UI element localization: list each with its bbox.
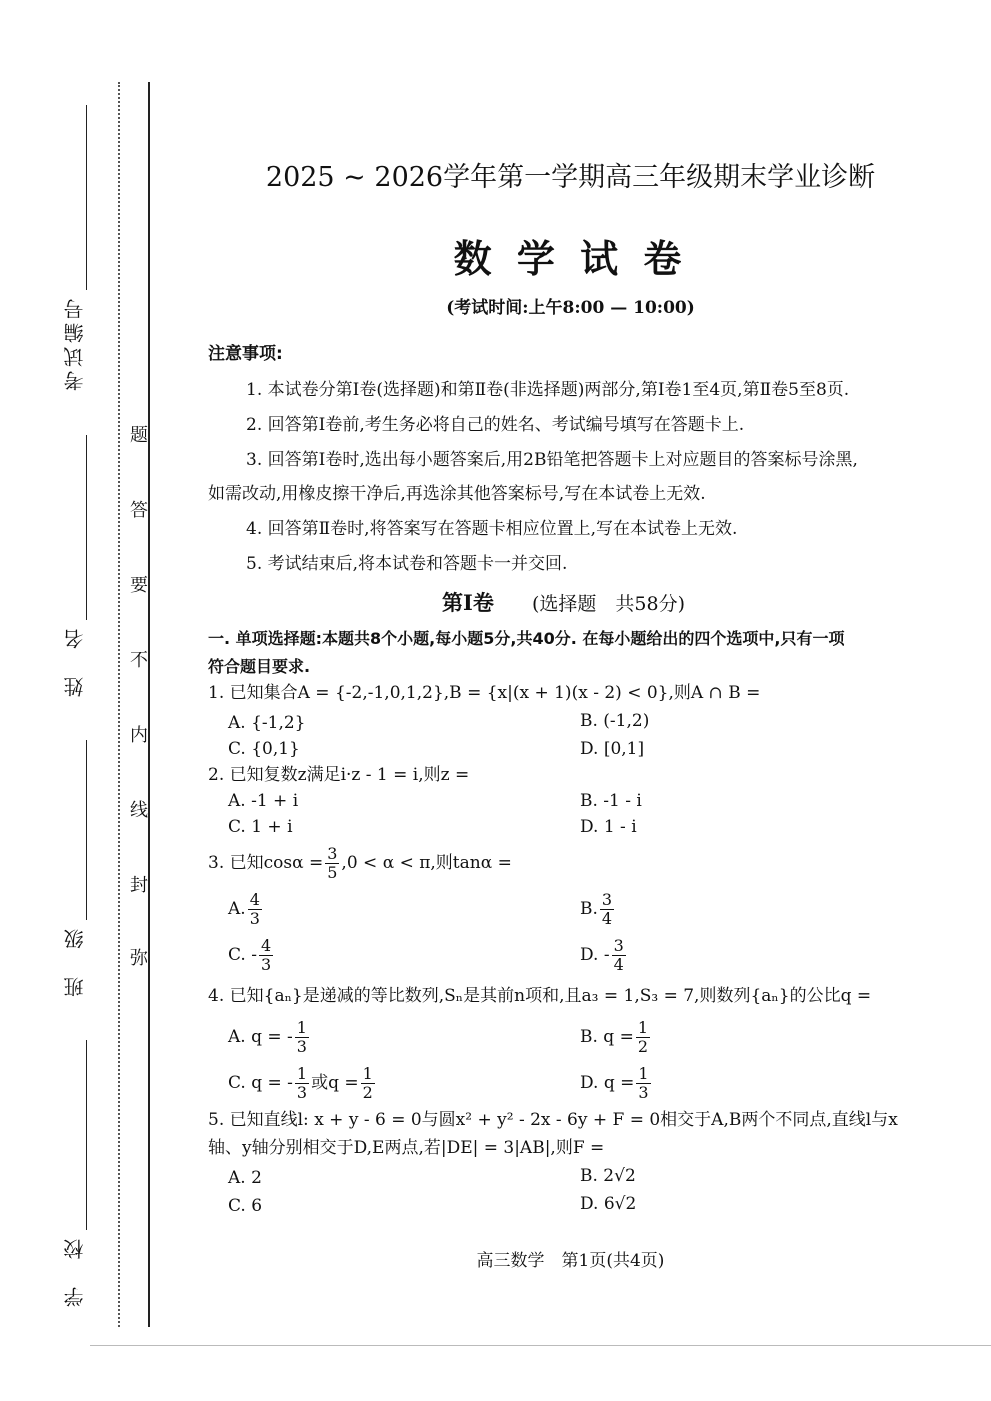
page-footer: 高三数学 第1页(共4页) — [476, 1251, 665, 1271]
notice-item-3-cont: 如需改动,用橡皮擦干净后,再选涂其他答案标号,写在本试卷上无效. — [208, 484, 706, 504]
q4-b-fraction — [636, 1019, 650, 1056]
name-label: 姓 名 — [63, 625, 87, 697]
notice-item-2: 2. 回答第Ⅰ卷前,考生务必将自己的姓名、考试编号填写在答题卡上. — [246, 415, 745, 435]
q3-c-num: 4 — [260, 936, 272, 955]
notice-item-5: 5. 考试结束后,将本试卷和答题卡一并交回. — [246, 554, 568, 574]
seal-char-bu: 不 — [127, 650, 148, 668]
school-blank[interactable] — [86, 1040, 87, 1230]
q3-a-label: A. — [228, 899, 246, 919]
q3-c-den: 3 — [260, 955, 272, 974]
q3-a-num: 4 — [249, 890, 260, 909]
q3-stem-num: 3 — [327, 844, 338, 863]
q3-d-fraction — [612, 937, 626, 974]
q4-b-num: 1 — [637, 1018, 649, 1037]
q3-d-den: 4 — [613, 955, 624, 974]
q4-c-num-2: 1 — [362, 1064, 373, 1083]
q3-stem-den: 5 — [327, 863, 338, 882]
q2-option-c[interactable]: C. 1 + i — [228, 817, 293, 837]
section-instruction-line1: 一. 单项选择题:本题共8个小题,每小题5分,共40分. 在每小题给出的四个选项中,只有一项 — [208, 629, 845, 648]
seal-char-yao: 要 — [127, 575, 148, 593]
q3-c-label: C. - — [228, 945, 257, 965]
q3-option-c[interactable] — [228, 934, 275, 976]
school-label: 学 校 — [63, 1235, 87, 1307]
q3-option-b[interactable] — [580, 888, 616, 930]
q3-b-den: 4 — [601, 909, 613, 928]
part1-subtitle: (选择题 共58分) — [532, 593, 686, 615]
q4-d-den: 3 — [638, 1083, 649, 1102]
q3-option-d[interactable] — [580, 934, 628, 976]
q3-stem-pre: 3. 已知cosα = — [208, 853, 324, 873]
q3-option-a[interactable] — [228, 888, 264, 930]
q3-d-label: D. - — [580, 945, 610, 965]
q3-stem — [208, 842, 512, 884]
seal-char-feng: 封 — [127, 875, 148, 893]
q5-stem-line2: 轴、y轴分别相交于D,E两点,若|DE| = 3|AB|,则F = — [208, 1138, 605, 1158]
q1-option-b[interactable]: B. (-1,2) — [580, 711, 650, 731]
q5-option-b[interactable]: B. 2√2 — [580, 1166, 636, 1186]
q4-c-mid: 或q = — [311, 1073, 359, 1093]
q5-stem-line1: 5. 已知直线l: x + y - 6 = 0与圆x² + y² - 2x - 6y + F = 0相交于A,B两个不同点,直线l与x — [208, 1110, 898, 1130]
q2-option-d[interactable]: D. 1 - i — [580, 817, 637, 837]
exam-time: (考试时间:上午8:00 — 10:00) — [446, 298, 695, 318]
seal-char-ti: 题 — [127, 425, 148, 443]
q4-c-den-2: 2 — [362, 1083, 373, 1102]
q2-stem: 2. 已知复数z满足i·z - 1 = i,则z = — [208, 765, 470, 785]
q4-d-fraction — [636, 1065, 650, 1102]
q3-c-fraction — [259, 937, 273, 974]
section-instruction-line2: 符合题目要求. — [208, 657, 311, 676]
q4-a-den: 3 — [296, 1037, 307, 1056]
q1-option-d[interactable]: D. [0,1] — [580, 739, 645, 759]
q4-option-d[interactable] — [580, 1062, 653, 1104]
q4-c-num: 1 — [296, 1064, 308, 1083]
q4-c-fraction-2 — [361, 1065, 375, 1102]
seal-char-mi: 弥 — [127, 948, 148, 966]
q4-option-c[interactable] — [228, 1062, 377, 1104]
notice-item-1: 1. 本试卷分第Ⅰ卷(选择题)和第Ⅱ卷(非选择题)两部分,第Ⅰ卷1至4页,第Ⅱ卷5至8页. — [246, 380, 850, 400]
q4-c-den: 3 — [296, 1083, 308, 1102]
q3-stem-post: ,0 < α < π,则tanα = — [341, 853, 512, 873]
q4-b-label: B. q = — [580, 1027, 634, 1047]
q3-a-den: 3 — [249, 909, 260, 928]
q4-a-num: 1 — [296, 1018, 307, 1037]
seal-char-xian: 线 — [127, 800, 148, 818]
q3-b-label: B. — [580, 899, 598, 919]
q5-option-d[interactable]: D. 6√2 — [580, 1194, 637, 1214]
class-blank[interactable] — [86, 740, 87, 920]
q4-d-num: 1 — [638, 1064, 649, 1083]
q4-option-b[interactable] — [580, 1016, 652, 1058]
seal-char-da: 答 — [127, 500, 148, 518]
bottom-edge-line — [90, 1345, 991, 1346]
q4-c-fraction — [295, 1065, 309, 1102]
q5-option-a[interactable]: A. 2 — [228, 1168, 262, 1188]
q3-a-fraction — [248, 891, 262, 928]
q2-option-b[interactable]: B. -1 - i — [580, 791, 642, 811]
q4-option-a[interactable] — [228, 1016, 311, 1058]
exam-number-label: 考试编号 — [63, 295, 87, 391]
q3-d-num: 3 — [613, 936, 624, 955]
q1-stem: 1. 已知集合A = {-2,-1,0,1,2},B = {x|(x + 1)(x - 2) < 0},则A ∩ B = — [208, 683, 761, 703]
notice-item-3: 3. 回答第Ⅰ卷时,选出每小题答案后,用2B铅笔把答题卡上对应题目的答案标号涂黑, — [246, 450, 858, 470]
notice-heading: 注意事项: — [208, 344, 283, 364]
q1-option-c[interactable]: C. {0,1} — [228, 739, 300, 759]
subject-title: 数 学 试 卷 — [453, 237, 688, 281]
q3-b-fraction — [600, 891, 614, 928]
q4-a-fraction — [295, 1019, 309, 1056]
q4-c-label: C. q = - — [228, 1073, 293, 1093]
q3-stem-fraction — [325, 845, 339, 882]
q4-a-label: A. q = - — [228, 1027, 293, 1047]
dotted-binding-line — [118, 82, 120, 1327]
exam-number-blank[interactable] — [86, 105, 87, 290]
exam-title: 2025 ~ 2026学年第一学期高三年级期末学业诊断 — [265, 162, 876, 193]
q5-option-c[interactable]: C. 6 — [228, 1196, 263, 1216]
q2-option-a[interactable]: A. -1 + i — [228, 791, 299, 811]
q4-d-label: D. q = — [580, 1073, 635, 1093]
name-blank[interactable] — [86, 435, 87, 620]
q3-b-num: 3 — [601, 890, 613, 909]
seal-char-nei: 内 — [127, 725, 148, 743]
class-label: 班 级 — [63, 925, 87, 997]
part1-title: 第Ⅰ卷 — [442, 590, 494, 615]
q1-option-a[interactable]: A. {-1,2} — [228, 713, 306, 733]
q4-b-den: 2 — [637, 1037, 649, 1056]
q4-stem: 4. 已知{aₙ}是递减的等比数列,Sₙ是其前n项和,且a₃ = 1,S₃ = 7,则数列{aₙ}的公比q = — [208, 986, 872, 1006]
notice-item-4: 4. 回答第Ⅱ卷时,将答案写在答题卡相应位置上,写在本试卷上无效. — [246, 519, 738, 539]
